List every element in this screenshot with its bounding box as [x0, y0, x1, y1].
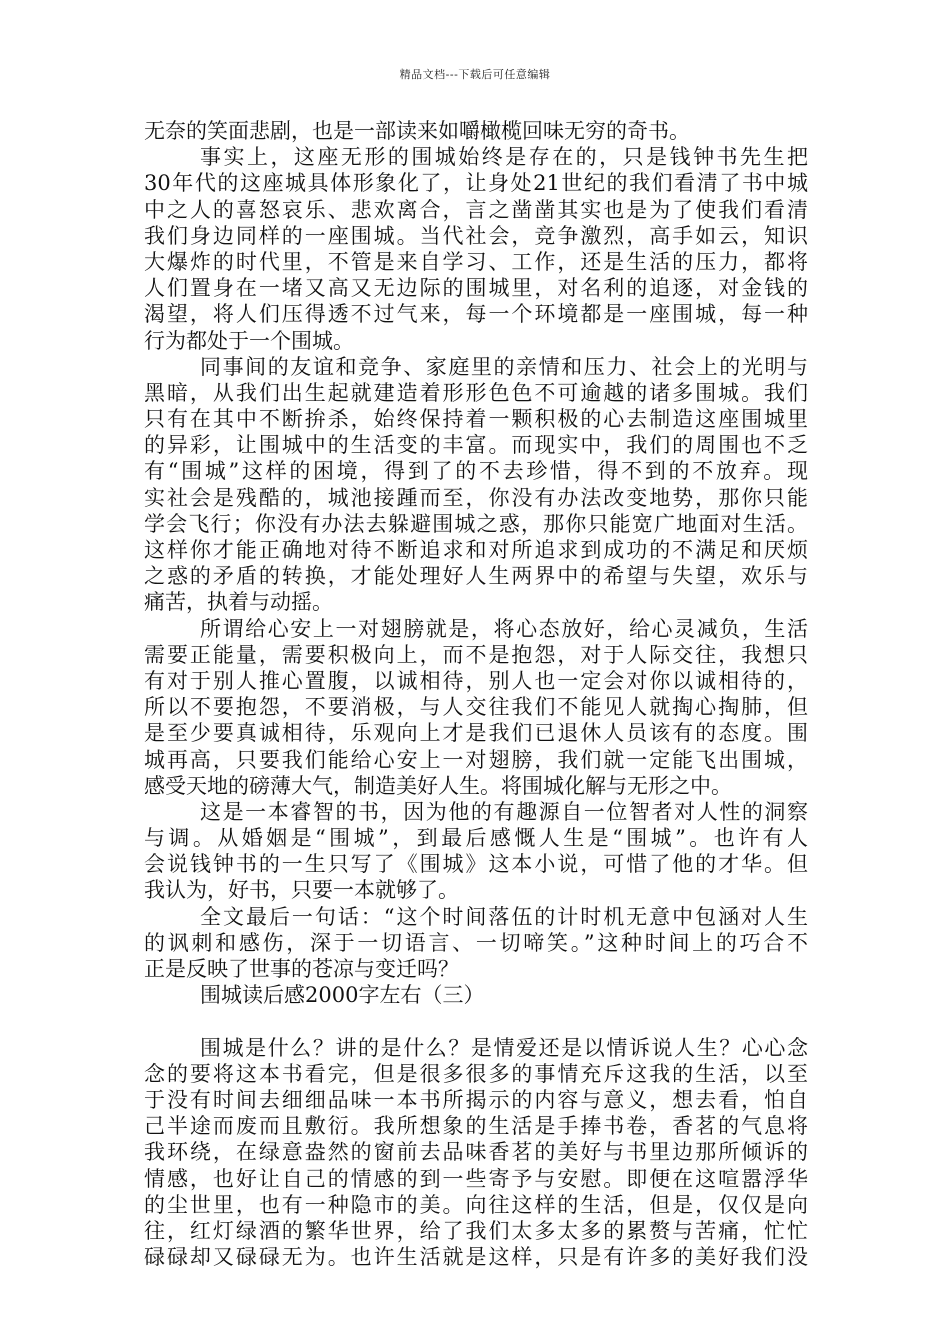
page-header: 精品文档---下载后可任意编辑: [399, 68, 551, 81]
text-line: 我认为，好书，只要一本就够了。: [144, 878, 459, 903]
text-line: 有对于别人推心置腹，以诚相待，别人也一定会对你以诚相待的，: [144, 668, 808, 693]
text-line: 痛苦，执着与动摇。: [144, 590, 333, 615]
text-line: 全文最后一句话：“这个时间落伍的计时机无意中包涵对人生: [200, 904, 808, 929]
text-line: 这是一本睿智的书，因为他的有趣源自一位智者对人性的洞察: [200, 799, 808, 824]
text-line: 感受天地的磅薄大气，制造美好人生。将围城化解与无形之中。: [144, 773, 732, 798]
text-line: 中之人的喜怒哀乐、悲欢离合，言之凿凿其实也是为了使我们看清: [144, 197, 808, 222]
text-line: 这样你才能正确地对待不断追求和对所追求到成功的不满足和厌烦: [144, 538, 808, 562]
text-line: 实社会是残酷的，城池接踵而至，你没有办法改变地势，那你只能: [144, 485, 808, 510]
text-line: 情感，也好让自己的情感的到一些寄予与安慰。即便在这喧嚣浮华: [144, 1166, 808, 1191]
text-line: 大爆炸的时代里，不管是来自学习、工作，还是生活的压力，都将: [144, 249, 808, 274]
text-line: 念的要将这本书看完，但是很多很多的事情充斥这我的生活，以至: [144, 1061, 808, 1086]
text-line: 有“围城”这样的困境，得到了的不去珍惜，得不到的不放弃。现: [144, 459, 808, 484]
document-body: [144, 118, 808, 1270]
text-line: 往，红灯绿酒的繁华世界，给了我们太多太多的累赘与苦痛，忙忙: [144, 1218, 808, 1243]
text-line: 行为都处于一个围城。: [144, 328, 354, 353]
text-line: 需要正能量，需要积极向上，而不是抱怨，对于人际交往，我想只: [144, 642, 808, 667]
text-line: 之惑的矛盾的转换，才能处理好人生两界中的希望与失望，欢乐与: [144, 564, 808, 589]
text-line: 会说钱钟书的一生只写了《围城》这本小说，可惜了他的才华。但: [144, 852, 808, 877]
text-line: 于没有时间去细细品味一本书所揭示的内容与意义，想去看，怕自: [144, 1087, 808, 1112]
text-line: 是至少要真诚相待，乐观向上才是我们已退休人员该有的态度。围: [144, 721, 808, 746]
text-line: 只有在其中不断拚杀，始终保持着一颗积极的心去制造这座围城里: [144, 407, 808, 432]
blank-line: [144, 1008, 808, 1034]
text-line: 与调。从婚姻是“围城”，到最后感慨人生是“围城”。也许有人: [144, 826, 808, 851]
text-line: 的异彩，让围城中的生活变的丰富。而现实中，我们的周围也不乏: [144, 433, 808, 458]
text-line: 正是反映了世事的苍凉与变迁吗？: [144, 957, 459, 981]
text-line: 城再高，只要我们能给心安上一对翅膀，我们就一定能飞出围城，: [144, 747, 808, 772]
text-line: 无奈的笑面悲剧，也是一部读来如嚼橄榄回味无穷的奇书。: [144, 119, 690, 143]
text-line: 我环绕，在绿意盎然的窗前去品味香茗的美好与书里边那所倾诉的: [144, 1140, 808, 1165]
text-line: 所谓给心安上一对翅膀就是，将心态放好，给心灵减负，生活: [200, 616, 808, 641]
text-line: 我们身边同样的一座围城。当代社会，竞争激烈，高手如云，知识: [144, 223, 808, 248]
text-line: 碌碌却又碌碌无为。也许生活就是这样，只是有许多的美好我们没: [144, 1245, 808, 1270]
text-line: 30年代的这座城具体形象化了，让身处21世纪的我们看清了书中城: [144, 171, 808, 196]
text-line: 所以不要抱怨，不要消极，与人交往我们不能见人就掏心掏肺，但: [144, 695, 808, 720]
text-line: 围城读后感2000字左右（三）: [200, 983, 485, 1008]
text-line: 围城是什么？讲的是什么？是情爱还是以情诉说人生？心心念: [200, 1035, 808, 1060]
text-line: 事实上，这座无形的围城始终是存在的，只是钱钟书先生把: [200, 145, 808, 170]
text-line: 己半途而废而且敷衍。我所想象的生活是手捧书卷，香茗的气息将: [144, 1114, 808, 1139]
text-line: 渴望，将人们压得透不过气来，每一个环境都是一座围城，每一种: [144, 302, 808, 327]
text-line: 同事间的友谊和竞争、家庭里的亲情和压力、社会上的光明与: [200, 354, 808, 379]
text-line: 人们置身在一堵又高又无边际的围城里，对名利的追逐，对金钱的: [144, 276, 808, 301]
text-line: 黑暗，从我们出生起就建造着形形色色不可逾越的诸多围城。我们: [144, 380, 808, 405]
text-line: 的尘世里，也有一种隐市的美。向往这样的生活，但是，仅仅是向: [144, 1192, 808, 1217]
text-line: 学会飞行；你没有办法去躲避围城之惑，那你只能宽广地面对生活。: [144, 511, 808, 536]
text-line: 的讽刺和感伤，深于一切语言、一切啼笑。”这种时间上的巧合不: [144, 930, 808, 955]
